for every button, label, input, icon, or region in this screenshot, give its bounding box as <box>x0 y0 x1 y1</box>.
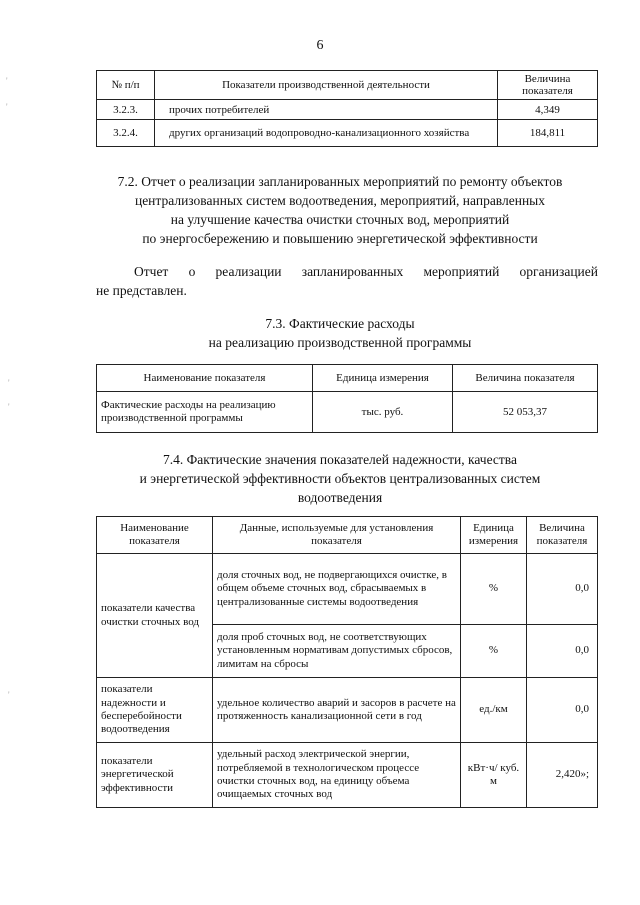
row-unit: кВт·ч/ куб. м <box>461 743 527 808</box>
row-value: 2,420»; <box>527 743 598 808</box>
row-name: Фактические расходы на реализацию производственной программы <box>97 392 313 433</box>
scan-mark: ' <box>6 76 8 86</box>
section-7-3-title: 7.3. Фактические расходы на реализацию производственной программы <box>208 316 472 350</box>
group-name-quality: показатели качества очистки сточных вод <box>97 554 213 678</box>
table-row <box>97 554 598 625</box>
row-data: удельное количество аварий и засоров в расчете на протяженность канализационной сети в год <box>213 678 461 743</box>
group-name-energy: показатели энергетической эффективности <box>97 743 213 808</box>
reliability-quality-table <box>96 516 598 808</box>
scan-mark: ' <box>6 102 8 112</box>
row-number: 3.2.4. <box>97 120 155 147</box>
scan-mark: ' <box>8 378 10 388</box>
section-7-2-paragraph: Отчет о реализации запланированных мероприятий организацией не представлен. <box>96 264 598 298</box>
row-unit: ед./км <box>461 678 527 743</box>
table-row <box>97 100 598 120</box>
row-data: удельный расход электрической энергии, потребляемой в технологическом процессе очистки сточных вод, на единицу объема очищаемых сточных вод <box>213 743 461 808</box>
row-value: 52 053,37 <box>453 392 598 433</box>
scan-mark: ' <box>8 690 10 700</box>
row-value: 0,0 <box>527 554 598 625</box>
row-value: 184,811 <box>498 120 598 147</box>
row-indicator: других организаций водопроводно-канализационного хозяйства <box>155 120 498 147</box>
col-header-indicator: Показатели производственной деятельности <box>155 71 498 100</box>
group-name-reliability: показатели надежности и бесперебойности водоотведения <box>97 678 213 743</box>
section-7-2-title: 7.2. Отчет о реализации запланированных мероприятий по ремонту объектов централизованных систем водоотведения, мероприятий, направленных на улучшение качества очистки сточных вод, мероприятий по энергосбережению и повышению энергетической эффективности <box>117 174 563 246</box>
col-header-data: Данные, используемые для установления показателя <box>213 517 461 554</box>
table-row <box>97 392 598 433</box>
row-unit: % <box>461 625 527 678</box>
scan-mark: ' <box>8 402 10 412</box>
row-data: доля проб сточных вод, не соответствующих установленным нормативам допустимых сбросов, лимитам на сбросы <box>213 625 461 678</box>
col-header-name: Наименование показателя <box>97 365 313 392</box>
production-indicators-table <box>96 70 598 147</box>
col-header-value: Величина показателя <box>498 71 598 100</box>
page-number: 6 <box>316 38 324 53</box>
row-value: 0,0 <box>527 625 598 678</box>
row-data: доля сточных вод, не подвергающихся очистке, в общем объеме сточных вод, сбрасываемых в централизованные системы водоотведения <box>213 554 461 625</box>
col-header-value: Величина показателя <box>453 365 598 392</box>
row-value: 0,0 <box>527 678 598 743</box>
row-value: 4,349 <box>498 100 598 120</box>
table-row <box>97 120 598 147</box>
col-header-unit: Единица измерения <box>313 365 453 392</box>
table-row <box>97 743 598 808</box>
row-indicator: прочих потребителей <box>155 100 498 120</box>
row-number: 3.2.3. <box>97 100 155 120</box>
row-unit: тыс. руб. <box>313 392 453 433</box>
col-header-num: № п/п <box>97 71 155 100</box>
row-unit: % <box>461 554 527 625</box>
table-row <box>97 678 598 743</box>
col-header-value: Величина показателя <box>527 517 598 554</box>
col-header-unit: Единица измерения <box>461 517 527 554</box>
actual-expenses-table <box>96 364 598 433</box>
col-header-name: Наименование показателя <box>97 517 213 554</box>
section-7-4-title: 7.4. Фактические значения показателей надежности, качества и энергетической эффективности объектов централизованных систем водоотведения <box>139 452 541 505</box>
